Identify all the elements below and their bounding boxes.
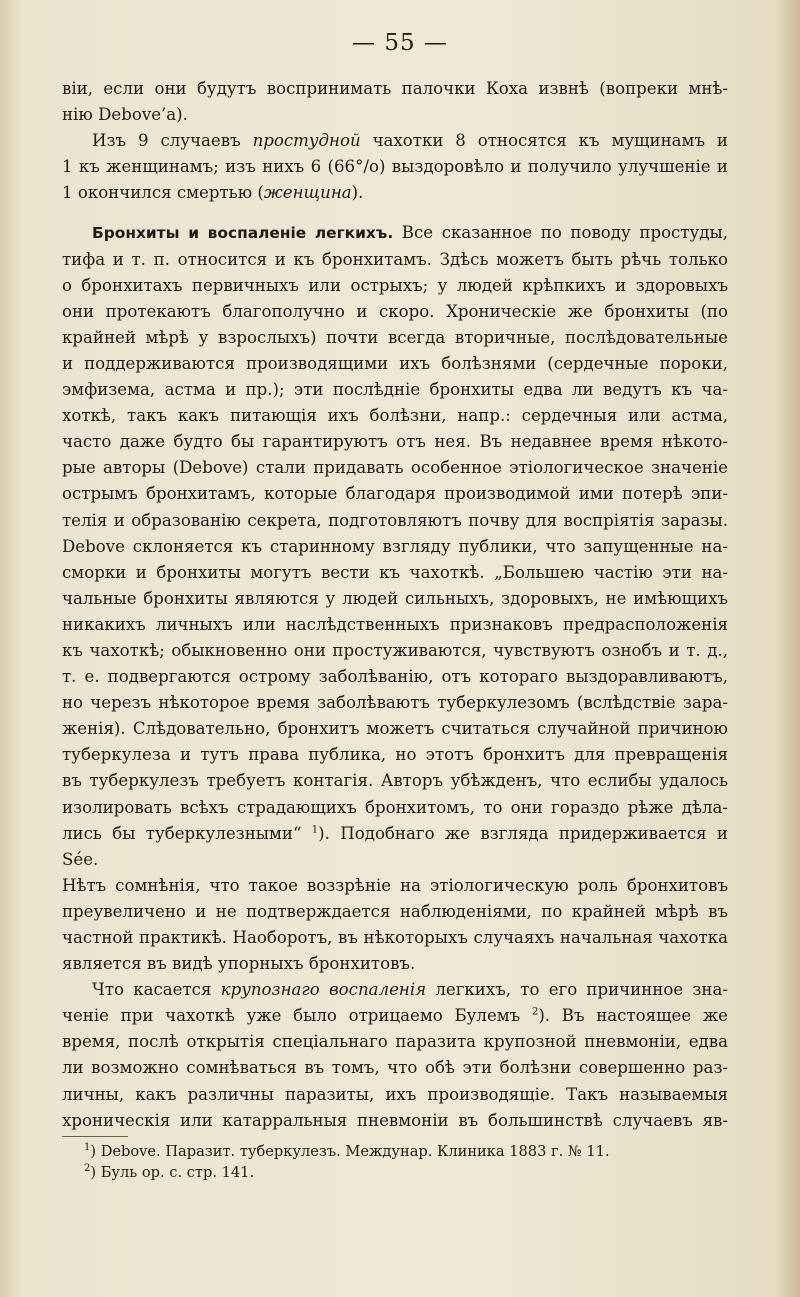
text-line: и поддерживаются производящими ихъ болѣзнями (сердечные пороки, — [62, 353, 728, 373]
text-line: изолировать всѣхъ страдающихъ бронхитомъ, то они гораздо рѣже дѣла- — [62, 797, 728, 817]
text-line: тифа и т. п. относится и къ бронхитамъ. Здѣсь можетъ быть рѣчь только — [62, 249, 728, 269]
footnote-separator — [62, 1136, 128, 1137]
text-line: эмфизема, астма и пр.); эти послѣдніе бронхиты едва ли ведутъ къ ча- — [62, 380, 728, 400]
text-line: т. е. подвергаются острому заболѣванію, отъ котораго выздоравливаютъ, — [62, 667, 728, 687]
text-line: Бронхиты и воспаленіе легкихъ. Все сказанное по поводу простуды, — [92, 223, 728, 243]
text-line: Нѣтъ сомнѣнія, что такое воззрѣніе на этіологическую роль бронхитовъ — [62, 875, 728, 895]
text-line: но черезъ нѣкоторое время заболѣваютъ туберкулезомъ (вслѣдствіе зара- — [62, 693, 728, 713]
main-text — [62, 76, 728, 1134]
text-line: туберкулеза и тутъ права публика, но этотъ бронхитъ для превращенія — [62, 745, 728, 765]
text-line: они протекаютъ благополучно и скоро. Хроническіе же бронхиты (по — [62, 301, 728, 321]
text-line: острымъ бронхитамъ, которые благодаря производимой ими потерѣ эпи- — [62, 484, 728, 504]
text-line: никакихъ личныхъ или наслѣдственныхъ признаковъ предрасположенія — [62, 614, 728, 634]
text-line: лись бы туберкулезными“ $^1$). Подобнаго же взгляда придерживается и Sée. — [62, 823, 728, 869]
text-line: рые авторы (Debove) стали придавать особенное этіологическое значеніе — [62, 458, 728, 478]
page-number: — 55 — — [352, 30, 448, 56]
text-line: къ чахоткѣ; обыкновенно они простуживаются, чувствуютъ ознобъ и т. д., — [62, 640, 728, 660]
text-line: частной практикѣ. Наоборотъ, въ нѣкоторыхъ случаяхъ начальная чахотка — [62, 928, 728, 947]
page-body — [62, 76, 728, 1183]
text-line: въ туберкулезъ требуетъ контагія. Авторъ убѣжденъ, что еслибы удалось — [62, 771, 728, 791]
footnote: $^2$) Буль ор. с. стр. 141. — [84, 1162, 255, 1181]
text-line: нію Debove’a). — [62, 105, 188, 125]
text-line: крайней мѣрѣ у взрослыхъ) почти всегда вторичные, послѣдовательные — [62, 327, 728, 347]
text-line: личны, какъ различны паразиты, ихъ производящіе. Такъ называемыя — [62, 1084, 728, 1104]
text-line: о бронхитахъ первичныхъ или острыхъ; у людей крѣпкихъ и здоровыхъ — [62, 275, 728, 295]
text-line: часто даже будто бы гарантируютъ отъ нея. Въ недавнее время нѣкото- — [62, 432, 728, 452]
text-line: 1 къ женщинамъ; изъ нихъ 6 (66°/о) выздоровѣло и получило улучшеніе и — [62, 157, 728, 177]
text-line: Debove склоняется къ старинному взгляду публики, что запущенные на- — [62, 536, 728, 556]
text-line: сморки и бронхиты могутъ вести къ чахоткѣ. „Большею частію эти на- — [62, 562, 728, 582]
text-line: ли возможно сомнѣваться въ томъ, что обѣ эти болѣзни совершенно раз- — [62, 1058, 728, 1078]
text-line: Изъ 9 случаевъ простудной чахотки 8 относятся къ мущинамъ и — [92, 131, 728, 151]
text-line: хоткѣ, такъ какъ питающія ихъ болѣзни, напр.: сердечныя или астма, — [62, 406, 728, 426]
text-line: преувеличено и не подтверждается наблюденіями, по крайней мѣрѣ въ — [62, 901, 728, 921]
text-line: чальные бронхиты являются у людей сильныхъ, здоровыхъ, не имѣющихъ — [62, 588, 728, 608]
text-line: 1 окончился смертью (женщина). — [62, 183, 364, 203]
text-line: время, послѣ открытія спеціальнаго паразита крупозной пневмоніи, едва — [62, 1032, 728, 1052]
text-line: телія и образованію секрета, подготовляютъ почву для воспріятія заразы. — [62, 510, 728, 530]
text-line: хроническія или катарральныя пневмоніи въ большинствѣ случаевъ яв- — [62, 1110, 728, 1130]
text-line: віи, если они будутъ воспринимать палочки Коха извнѣ (вопреки мнѣ- — [62, 79, 728, 98]
text-line: Что касается крупознаго воспаленія легкихъ, то его причинное зна- — [92, 980, 728, 1000]
footnote: $^1$) Debove. Паразит. туберкулезъ. Междунар. Клиника 1883 г. № 11. — [84, 1141, 610, 1160]
text-line: является въ видѣ упорныхъ бронхитовъ. — [62, 954, 416, 974]
text-line: женія). Слѣдовательно, бронхитъ можетъ считаться случайной причиною — [62, 719, 728, 739]
footnotes — [62, 1141, 728, 1183]
text-line: ченіе при чахоткѣ уже было отрицаемо Булемъ $^2$). Въ настоящее же — [62, 1006, 728, 1026]
